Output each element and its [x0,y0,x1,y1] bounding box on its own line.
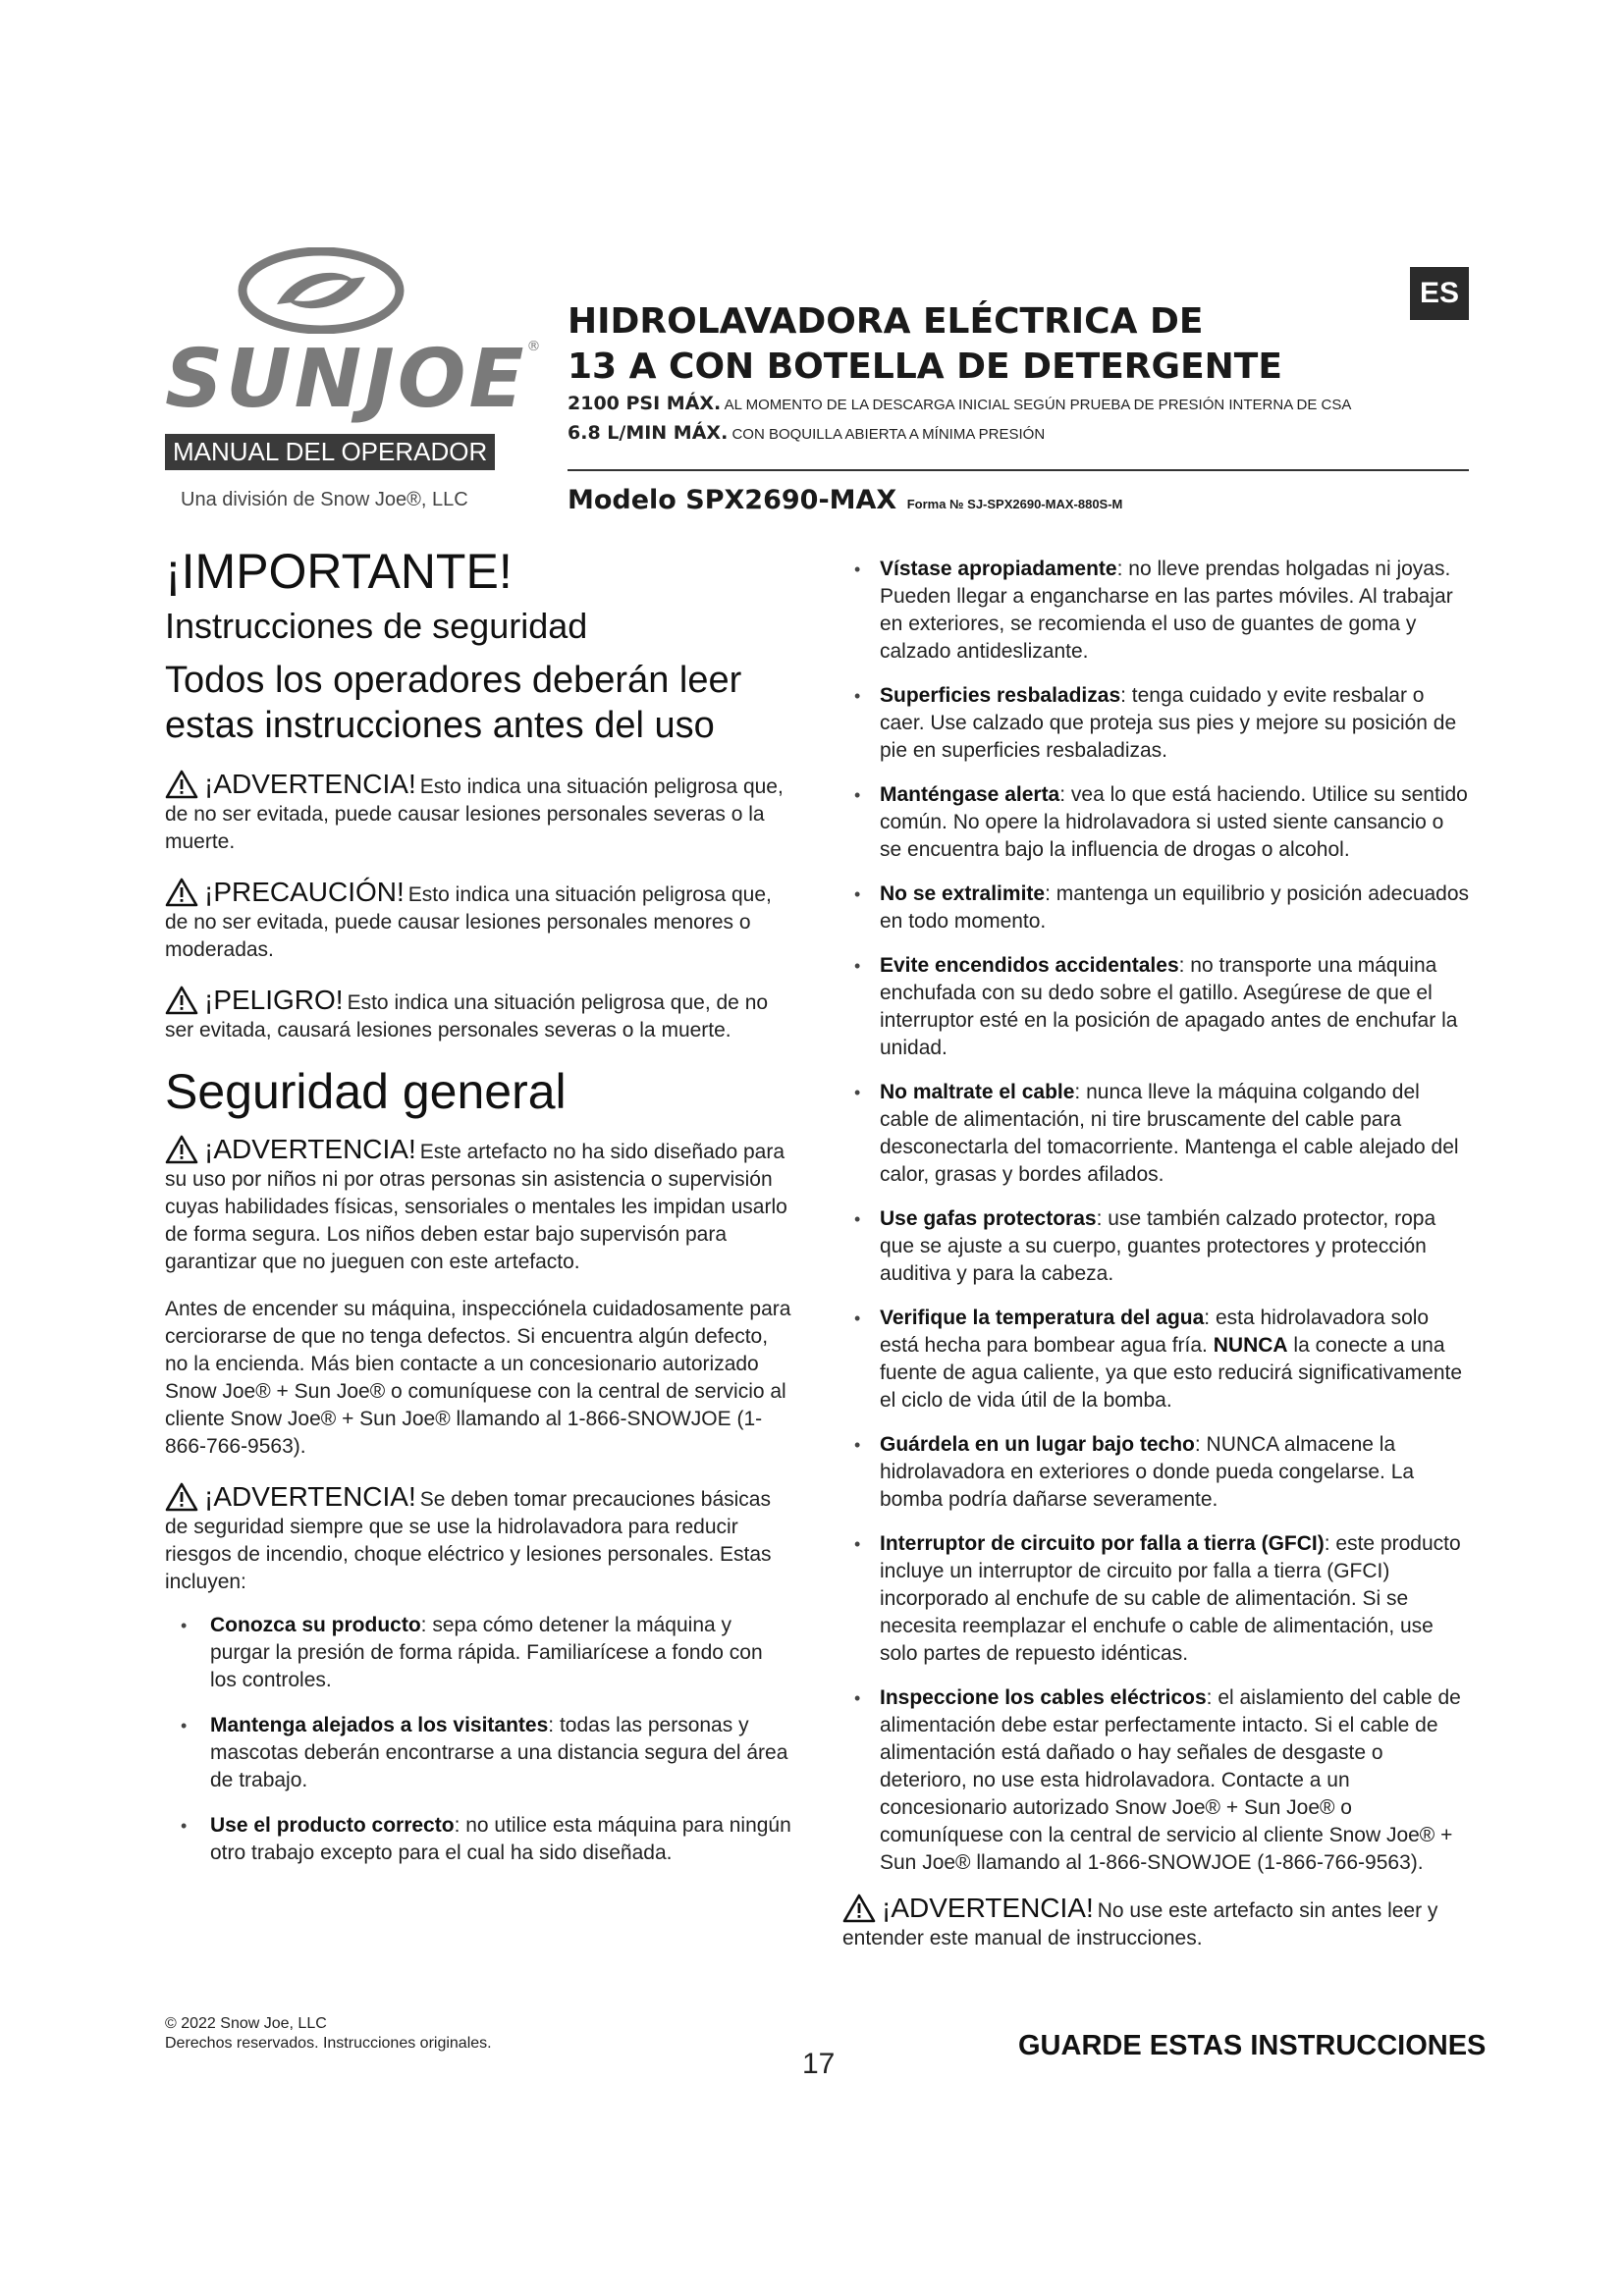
safety-instructions-heading: Instrucciones de seguridad [165,606,588,646]
list-item: • Mantenga alejados a los visitantes: todas las personas y mascotas deberán encontrarse a una distancia segura del área de trabajo. [165,1712,793,1794]
list-item: • No se extralimite: mantenga un equilibrio y posición adecuados en todo momento. [842,881,1471,935]
model-line [568,485,1122,515]
list-item: • Vístase apropiadamente: no lleve prendas holgadas ni joyas. Pueden llegar a engancharse en las partes móviles. Al trabajar en exteriores, se recomienda el uso de guantes de goma y calzado antideslizante. [842,556,1471,666]
left-column [165,542,793,1885]
warning-triangle-icon [165,986,198,1015]
list-item: • Verifique la temperatura del agua: esta hidrolavadora solo está hecha para bombear agua fría. NUNCA la conecte a una fuente de agua caliente, ya que esto reducirá significativamente el ciclo de vida útil de la bomba. [842,1305,1471,1415]
model-name: Modelo SPX2690-MAX [568,485,897,515]
danger-definition: ¡PELIGRO! Esto indica una situación peligrosa que, de no ser evitada, causará lesiones personales severas o la muerte. [165,985,769,1041]
general-safety-heading: Seguridad general [165,1064,567,1119]
list-item: • Interruptor de circuito por falla a tierra (GFCI): este producto incluye un interruptor de circuito por falla a tierra (GFCI) incorporado al enchufe de su cable de alimentación. Si se necesita reemplazar el enchufe o cable de alimentación, use solo partes de repuesto idénticas. [842,1530,1471,1668]
warning-precautions: ¡ADVERTENCIA! Se deben tomar precauciones básicas de seguridad siempre que se use la hidrolavadora para reducir riesgos de incendio, choque eléctrico y lesiones personales. Estas incluyen: [165,1481,772,1593]
inspection-paragraph: Antes de encender su máquina, inspecciónela cuidadosamente para cerciorarse de que no tenga defectos. Si encuentra algún defecto, no la encienda. Más bien contacte a un concesionario autorizado Snow Joe® + Sun Joe® o comuníquese con la central de servicio al cliente Snow Joe® + Sun Joe® llamando al 1-866-SNOWJOE (1-866-766-9563). [165,1298,791,1458]
safety-list [842,556,1471,1877]
form-number: Forma № SJ-SPX2690-MAX-880S-M [906,497,1123,511]
list-item: • Guárdela en un lugar bajo techo: NUNCA almacene la hidrolavadora en exteriores o donde pueda congelarse. La bomba podría dañarse severamente. [842,1431,1471,1514]
warning-triangle-icon [165,878,198,907]
list-item: • Evite encendidos accidentales: no transporte una máquina enchufada con su dedo sobre el gatillo. Asegúrese de que el interruptor esté en la posición de apagado antes de enchufar la unidad. [842,952,1471,1062]
warning-triangle-icon [842,1894,876,1923]
brand-wordmark: SUNJOE® [165,333,544,426]
spec-flow: 6.8 L/MIN MÁX. CON BOQUILLA ABIERTA A MÍNIMA PRESIÓN [568,422,1046,444]
brand-logo [165,247,544,470]
save-instructions: GUARDE ESTAS INSTRUCCIONES [1018,2030,1487,2061]
read-instructions-heading: Todos los operadores deberán leer estas instrucciones antes del uso [165,660,742,746]
list-item: • Superficies resbaladizas: tenga cuidado y evite resbalar o caer. Use calzado que proteja sus pies y mejore su posición de pie en superficies resbaladizas. [842,682,1471,765]
copyright [165,2014,492,2054]
page-number: 17 [802,2048,836,2080]
product-title [568,299,1282,390]
rights-line: Derechos reservados. Instrucciones originales. [165,2035,492,2052]
header-divider [568,469,1469,471]
list-item: • No maltrate el cable: nunca lleve la máquina colgando del cable de alimentación, ni tire bruscamente del cable para desconectarla del tomacorriente. Mantenga el cable alejado del calor, grasas y bordes afilados. [842,1079,1471,1189]
right-column [842,556,1471,1952]
warning-triangle-icon [165,1482,198,1512]
warning-triangle-icon [165,1135,198,1164]
precautions-list [165,1612,793,1867]
list-item: • Use gafas protectoras: use también calzado protector, ropa que se ajuste a su cuerpo, guantes protectores y protección auditiva y para la cabeza. [842,1205,1471,1288]
warning-definition: ¡ADVERTENCIA! Esto indica una situación peligrosa que, de no ser evitada, puede causar lesiones personales severas o la muerte. [165,769,784,853]
list-item: • Manténgase alerta: vea lo que está haciendo. Utilice su sentido común. No opere la hidrolavadora si usted siente cansancio o se encuentra bajo la influencia de drogas o alcohol. [842,781,1471,864]
warning-triangle-icon [165,770,198,799]
title-line-2: 13 A CON BOTELLA DE DETERGENTE [568,347,1282,387]
list-item: • Inspeccione los cables eléctricos: el aislamiento del cable de alimentación debe estar perfectamente intacto. Si el cable de alimentación está dañado o hay señales de desgaste o deterioro, no use esta hidrolavadora. Contacte a un concesionario autorizado Snow Joe® + Sun Joe® o comuníquese con la central de servicio al cliente Snow Joe® + Sun Joe® llamando al 1-866-SNOWJOE (1-866-766-9563). [842,1684,1471,1877]
language-badge: ES [1410,267,1469,320]
warning-read-manual: ¡ADVERTENCIA! No use este artefacto sin antes leer y entender este manual de instrucciones. [842,1893,1438,1949]
title-line-1: HIDROLAVADORA ELÉCTRICA DE [568,301,1204,342]
warning-children: ¡ADVERTENCIA! Este artefacto no ha sido diseñado para su uso por niños ni por otras personas sin asistencia o supervisión cuyas habilidades físicas, sensoriales o mentales les impidan usarlo de forma segura. Los niños deben estar bajo supervisón para garantizar que no jueguen con este artefacto. [165,1134,787,1273]
important-heading: ¡IMPORTANTE! [165,544,513,599]
caution-definition: ¡PRECAUCIÓN! Esto indica una situación peligrosa que, de no ser evitada, puede causar lesiones personales menores o moderadas. [165,877,772,961]
list-item: • Use el producto correcto: no utilice esta máquina para ningún otro trabajo excepto para el cual ha sido diseñada. [165,1812,793,1867]
manual-label: MANUAL DEL OPERADOR [165,434,495,470]
spec-pressure: 2100 PSI MÁX. AL MOMENTO DE LA DESCARGA INICIAL SEGÚN PRUEBA DE PRESIÓN INTERNA DE CSA [568,393,1352,414]
list-item: • Conozca su producto: sepa cómo detener la máquina y purgar la presión de forma rápida. Familiarícese a fondo con los controles. [165,1612,793,1694]
copyright-line: © 2022 Snow Joe, LLC [165,2015,327,2032]
sun-swoosh-logo-icon [238,247,405,334]
division-text: Una división de Snow Joe®, LLC [181,489,468,510]
